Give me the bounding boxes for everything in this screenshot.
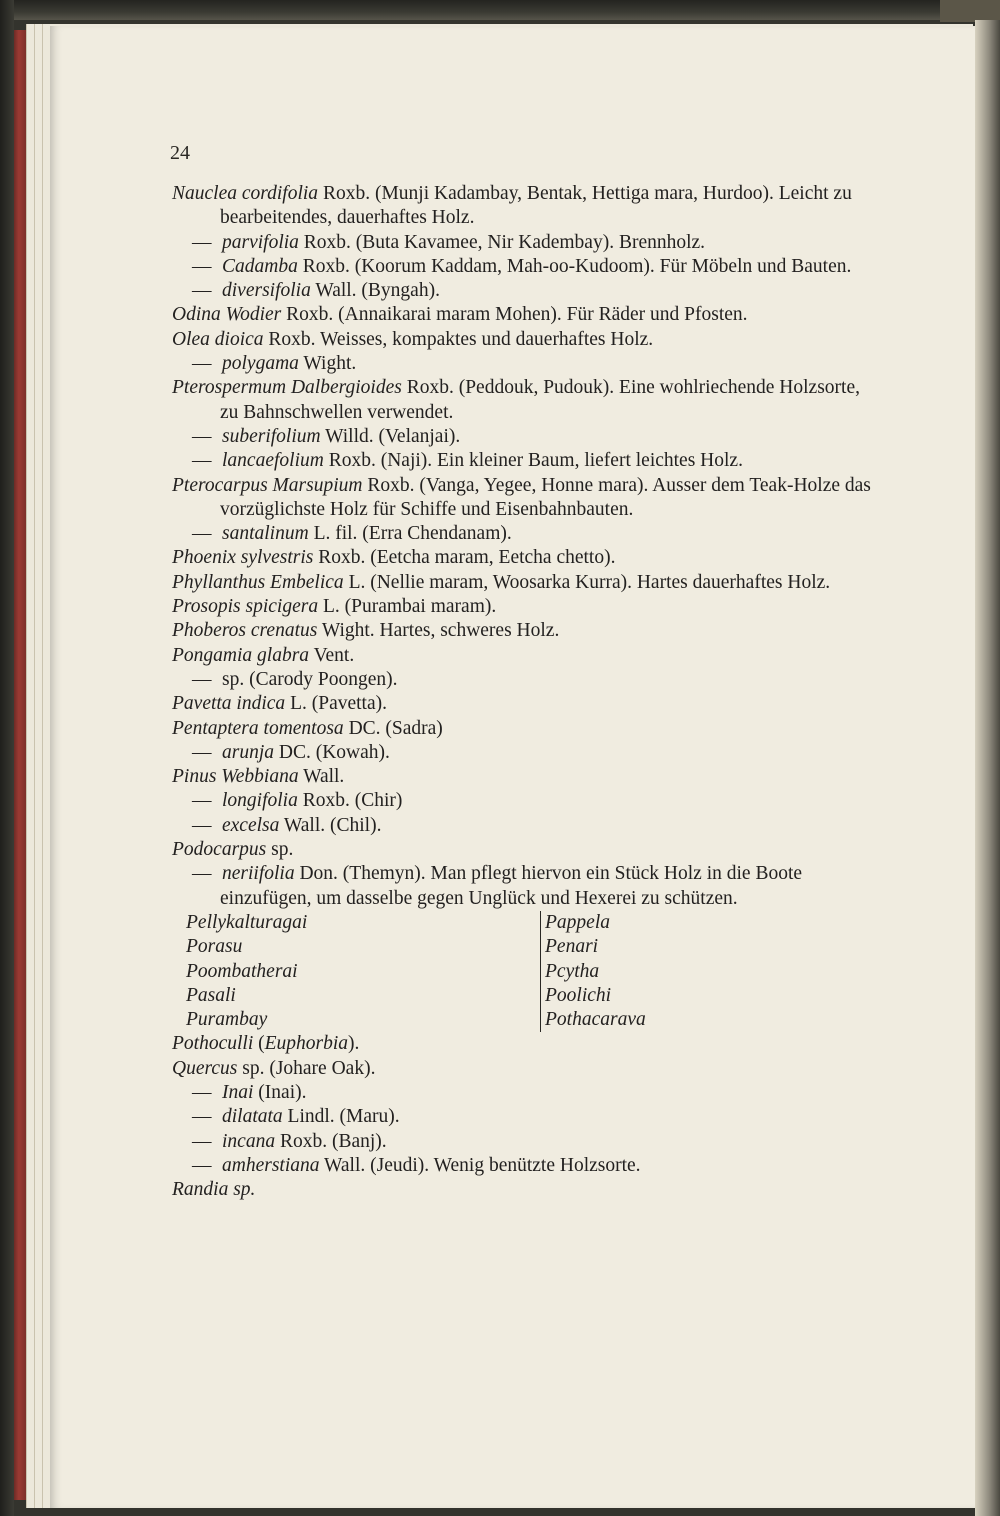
species-name: suberifolium [222,425,321,447]
entry [172,522,882,546]
entry-text: Roxb. (Eetcha maram, Eetcha chetto). [313,547,616,569]
entry-text: ( [253,1033,265,1055]
dash-mark: — [192,790,212,812]
entry [172,303,882,327]
entry [172,1130,882,1154]
species-name: Pongamia glabra [172,644,310,666]
entry [172,668,882,692]
dash-mark: — [192,1130,212,1152]
dash-mark: — [192,814,212,836]
species-name: amherstiana [222,1154,320,1176]
dash-mark: — [192,668,212,690]
species-name: excelsa [222,814,280,836]
entry-text: Lindl. (Maru). [282,1106,400,1128]
dash-mark: — [192,1106,212,1128]
local-name: Purambay [186,1009,268,1031]
entry-text: sp. (Johare Oak). [237,1057,376,1079]
entry-text: Roxb. (Naji). Ein kleiner Baum, liefert leichtes Holz. [323,450,743,472]
book-right-edge [975,20,1000,1516]
entry [172,1154,882,1178]
species-name: lancaefolium [222,450,324,472]
name-columns [186,911,706,1032]
dash-mark: — [192,863,212,885]
entry-text: Don. (Themyn). Man pflegt hiervon ein Stück Holz in die Boote einzufügen, um dasselbe gegen Unglück und Hexerei zu schützen. [220,863,803,909]
entry [172,425,882,449]
name-column-right [540,911,646,1032]
entry-text: L. fil. (Erra Chendanam). [308,523,512,545]
species-name: longifolia [222,790,298,812]
entry-text: L. (Nellie maram, Woosarka Kurra). Hartes dauerhaftes Holz. [343,571,831,593]
entry [172,789,882,813]
species-name: Olea dioica [172,328,264,350]
species-name: incana [222,1130,276,1152]
entry [172,838,882,862]
entry [172,765,882,789]
entry-text: L. (Pavetta). [285,693,387,715]
species-name: Pothoculli [172,1033,254,1055]
entry [172,328,882,352]
species-name: Pavetta indica [172,693,286,715]
entry-text: Roxb. (Chir) [297,790,403,812]
entry-text: Wight. Hartes, schweres Holz. [317,620,560,642]
entry-text: Roxb. (Munji Kadambay, Bentak, Hettiga mara, Hurdoo). Leicht zu bearbeitendes, dauerhaftes Holz. [220,183,852,229]
dash-mark: — [192,1154,212,1176]
local-name: Pasali [186,984,236,1006]
species-name: Cadamba [222,255,298,277]
entry [172,595,882,619]
local-name: Pellykalturagai [186,911,308,933]
local-name: Porasu [186,936,243,958]
entry-text: sp. (Carody Poongen). [222,668,398,690]
species-name: Quercus [172,1057,238,1079]
entry-text: DC. (Kowah). [274,741,390,763]
entry [172,1032,882,1056]
dash-mark: — [192,255,212,277]
species-name: Inai [222,1081,254,1103]
entry [172,571,882,595]
entry-text: Vent. [309,644,355,666]
species-name: Euphorbia [264,1033,349,1055]
entry-text: Roxb. (Vanga, Yegee, Honne mara). Ausser dem Teak-Holze das vorzüglichste Holz für Schiffe und Eisenbahnbauten. [220,474,871,520]
entry-text: Wight. [298,353,357,375]
local-name: Pcytha [545,960,600,982]
species-name: Pentaptera tomentosa [172,717,344,739]
entry [172,376,882,425]
dash-mark: — [192,425,212,447]
entry-list [172,182,882,911]
species-name: Randia sp. [172,1179,256,1201]
local-name: Pothacarava [545,1009,646,1031]
species-name: arunja [222,741,275,763]
book-top-edge [0,0,1000,20]
entry-text: Wall. (Chil). [279,814,382,836]
book-binding [0,0,14,1516]
entry [172,231,882,255]
page-number: 24 [170,142,190,164]
entry [172,182,882,231]
entry [172,814,882,838]
entry-text: sp. [266,839,294,861]
species-name: Phoberos crenatus [172,620,318,642]
book-cover-corner [940,0,1000,22]
entry-text: ). [348,1033,360,1055]
dash-mark: — [192,1081,212,1103]
entry [172,352,882,376]
entry [172,644,882,668]
species-name: Pterospermum Dalbergioides [172,377,402,399]
entry-text: Wall. (Byngah). [310,280,440,302]
entry-list-continued [172,1032,882,1202]
species-name: santalinum [222,523,309,545]
entry-text: Willd. (Velanjai). [320,425,461,447]
entry [172,619,882,643]
local-name: Poolichi [545,984,612,1006]
entry-text: Wall. (Jeudi). Wenig benützte Holzsorte. [319,1154,641,1176]
dash-mark: — [192,523,212,545]
local-name: Pappela [545,911,610,933]
entry [172,1105,882,1129]
species-name: Podocarpus [172,839,267,861]
dash-mark: — [192,280,212,302]
entry-text: Roxb. Weisses, kompaktes und dauerhaftes Holz. [263,328,654,350]
species-name: dilatata [222,1106,283,1128]
entry [172,1081,882,1105]
species-name: Prosopis spicigera [172,596,319,618]
entry-text: L. (Purambai maram). [318,596,497,618]
entry [172,717,882,741]
species-name: Pinus Webbiana [172,766,299,788]
entry-text: DC. (Sadra) [343,717,443,739]
species-name: Pterocarpus Marsupium [172,474,363,496]
entry [172,279,882,303]
local-name: Penari [545,936,599,958]
entry-text: Roxb. (Annaikarai maram Mohen). Für Räder und Pfosten. [281,304,748,326]
name-column-left [186,911,540,1032]
dash-mark: — [192,353,212,375]
entry-text: Wall. [298,766,345,788]
species-name: neriifolia [222,863,295,885]
entry [172,862,882,911]
entry [172,1178,882,1202]
entry-text: Roxb. (Buta Kavamee, Nir Kadembay). Brennholz. [298,231,706,253]
species-name: Odina Wodier [172,304,282,326]
species-name: parvifolia [222,231,299,253]
species-name: Phoenix sylvestris [172,547,314,569]
entry [172,474,882,523]
species-name: polygama [222,353,299,375]
entry [172,741,882,765]
entry [172,255,882,279]
page-text [172,182,882,1202]
entry [172,692,882,716]
dash-mark: — [192,450,212,472]
local-name: Poombatherai [186,960,298,982]
dash-mark: — [192,741,212,763]
entry [172,449,882,473]
entry-text: Roxb. (Peddouk, Pudouk). Eine wohlriechende Holzsorte, zu Bahnschwellen verwendet. [220,377,860,423]
species-name: Phyllanthus Embelica [172,571,344,593]
entry [172,546,882,570]
entry-text: (Inai). [253,1081,307,1103]
dash-mark: — [192,231,212,253]
entry-text: Roxb. (Koorum Kaddam, Mah-oo-Kudoom). Für Möbeln und Bauten. [297,255,852,277]
species-name: Nauclea cordifolia [172,183,319,204]
entry [172,1057,882,1081]
red-page-edge [14,30,26,1500]
entry-text: Roxb. (Banj). [275,1130,387,1152]
species-name: diversifolia [222,280,311,302]
